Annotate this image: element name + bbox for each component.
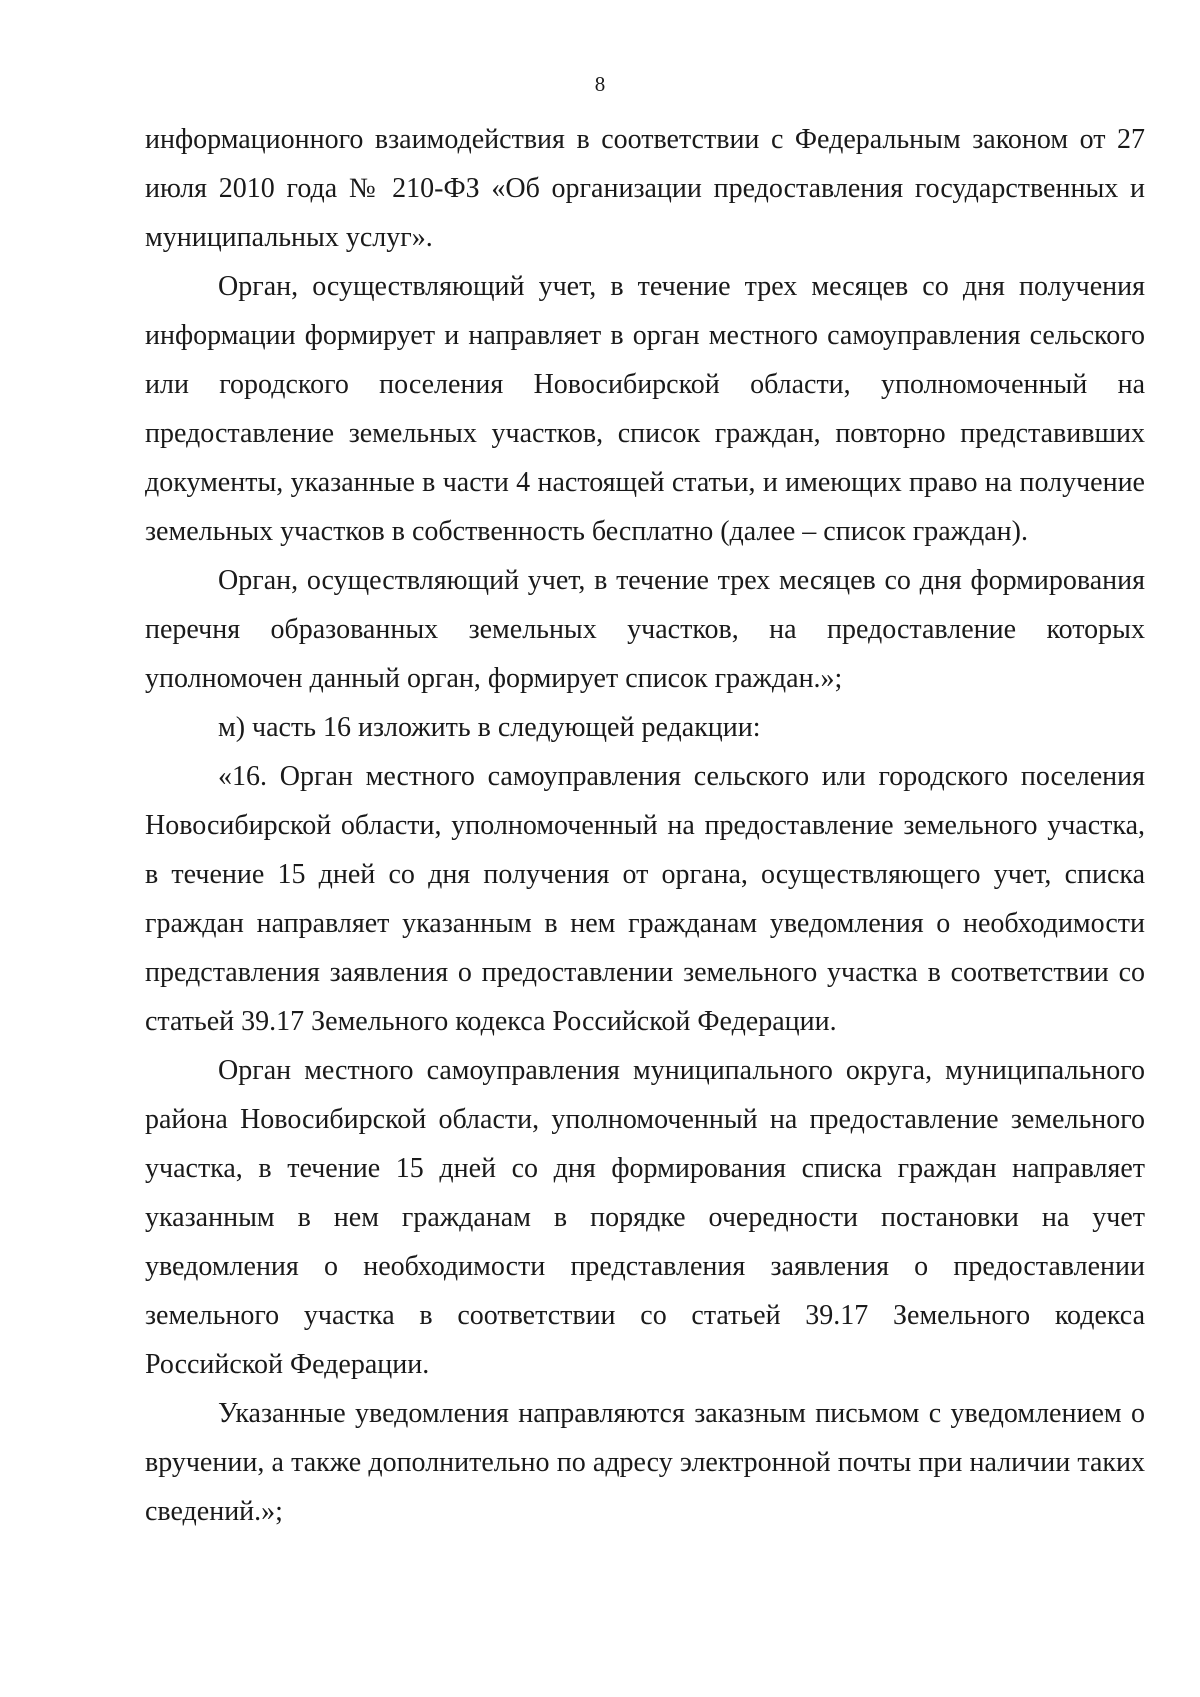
- paragraph-2: Орган, осуществляющий учет, в течение трех месяцев со дня получения информации формирует и направляет в орган местного самоуправления сельского или городского поселения Новосибирской области, уполномоченный на предоставление земельных участков, список граждан, повторно представивших документы, указанные в части 4 настоящей статьи, и имеющих право на получение земельных участков в собственность бесплатно (далее – список граждан).: [145, 271, 1145, 547]
- paragraph-4: м) часть 16 изложить в следующей редакции:: [218, 712, 761, 743]
- document-body: [145, 115, 1145, 1536]
- page-number: 8: [594, 72, 606, 96]
- paragraph-5: «16. Орган местного самоуправления сельского или городского поселения Новосибирской области, уполномоченный на предоставление земельного участка, в течение 15 дней со дня получения от органа, осуществляющего учет, списка граждан направляет указанным в нем гражданам уведомления о необходимости представления заявления о предоставлении земельного участка в соответствии со статьей 39.17 Земельного кодекса Российской Федерации.: [145, 761, 1145, 1037]
- paragraph-3: Орган, осуществляющий учет, в течение трех месяцев со дня формирования перечня образованных земельных участков, на предоставление которых уполномочен данный орган, формирует список граждан.»;: [145, 565, 1145, 694]
- paragraph-1: информационного взаимодействия в соответствии с Федеральным законом от 27 июля 2010 года № 210-ФЗ «Об организации предоставления государственных и муниципальных услуг».: [145, 124, 1145, 253]
- paragraph-6: Орган местного самоуправления муниципального округа, муниципального района Новосибирской области, уполномоченный на предоставление земельного участка, в течение 15 дней со дня формирования списка граждан направляет указанным в нем гражданам в порядке очередности постановки на учет уведомления о необходимости представления заявления о предоставлении земельного участка в соответствии со статьей 39.17 Земельного кодекса Российской Федерации.: [145, 1055, 1145, 1380]
- paragraph-7: Указанные уведомления направляются заказным письмом с уведомлением о вручении, а также дополнительно по адресу электронной почты при наличии таких сведений.»;: [145, 1398, 1145, 1527]
